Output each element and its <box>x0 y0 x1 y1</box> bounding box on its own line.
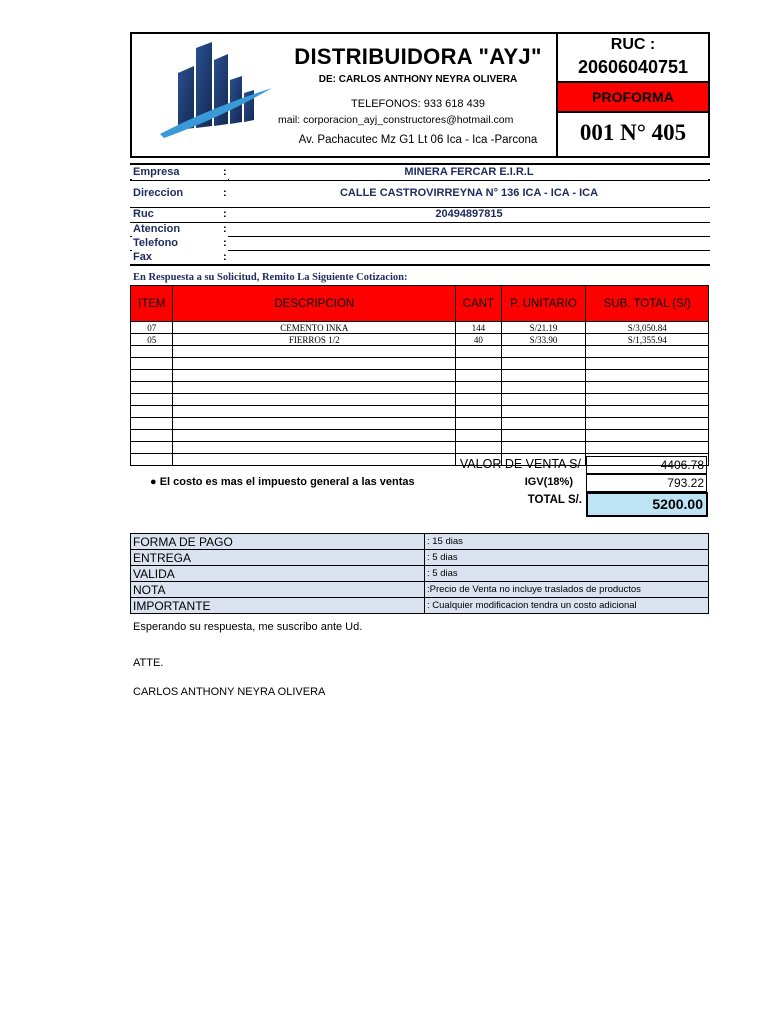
client-address: CALLE CASTROVIRREYNA N° 136 ICA - ICA - ICA <box>339 187 599 199</box>
cell-sub-total <box>586 382 709 394</box>
ruc-number: 20606040751 <box>577 57 689 77</box>
cell-descripcion: CEMENTO INKA <box>173 322 456 334</box>
cell-descripcion <box>173 418 456 430</box>
closing-atte: ATTE. <box>133 657 164 669</box>
cell-sub-total <box>586 370 709 382</box>
client-row-telefono <box>130 237 710 250</box>
cell-sub-total: S/3,050.84 <box>586 322 709 334</box>
client-row-atencion <box>130 223 710 236</box>
cell-cant <box>456 406 502 418</box>
cell-item <box>131 358 173 370</box>
col-header-sub-total: SUB. TOTAL (S/) <box>586 286 709 322</box>
intro-text: En Respuesta a su Solicitud, Remito La Siguiente Cotizacion: <box>133 272 408 283</box>
terms-label: FORMA DE PAGO <box>131 534 425 550</box>
terms-label: VALIDA <box>131 566 425 582</box>
ruc-label: RUC : <box>610 36 656 53</box>
client-label: Fax <box>133 251 152 263</box>
cell-sub-total <box>586 394 709 406</box>
client-colon: : <box>223 237 227 249</box>
cell-item <box>131 418 173 430</box>
total-value: 5200.00 <box>586 492 708 517</box>
cell-item <box>131 370 173 382</box>
cell-sub-total: S/1,355.94 <box>586 334 709 346</box>
client-row-ruc <box>130 208 710 222</box>
terms-row <box>131 534 709 550</box>
client-company: MINERA FERCAR E.I.R.L <box>404 166 534 178</box>
col-header-p-unitario: P. UNITARIO <box>501 286 586 322</box>
cell-cant: 144 <box>456 322 502 334</box>
client-colon: : <box>223 208 227 220</box>
cell-descripcion <box>173 358 456 370</box>
cell-descripcion <box>173 454 456 466</box>
cell-sub-total <box>586 406 709 418</box>
terms-value: : 5 dias <box>425 550 709 566</box>
tax-note: ● El costo es mas el impuesto general a las ventas <box>150 476 415 488</box>
total-label: TOTAL S/. <box>527 494 582 506</box>
cell-sub-total <box>586 346 709 358</box>
cell-descripcion <box>173 394 456 406</box>
table-row <box>131 334 709 346</box>
cell-cant <box>456 358 502 370</box>
cell-cant <box>456 346 502 358</box>
cell-cant <box>456 394 502 406</box>
cell-descripcion <box>173 382 456 394</box>
cell-cant <box>456 418 502 430</box>
terms-row <box>131 566 709 582</box>
valor-venta-label: VALOR DE VENTA S/ <box>459 457 581 471</box>
igv-label: IGV(18%) <box>524 476 573 488</box>
table-row-empty <box>131 382 709 394</box>
cell-item: 07 <box>131 322 173 334</box>
cell-descripcion <box>173 430 456 442</box>
address-line: Av. Pachacutec Mz G1 Lt 06 Ica - Ica -Parcona <box>298 134 538 146</box>
terms-label: NOTA <box>131 582 425 598</box>
cell-item: 05 <box>131 334 173 346</box>
doc-number: 001 N° 405 <box>579 120 687 145</box>
client-label: Telefono <box>133 237 179 249</box>
cell-descripcion: FIERROS 1/2 <box>173 334 456 346</box>
cell-item <box>131 394 173 406</box>
terms-value: : 5 dias <box>425 566 709 582</box>
client-ruc: 20494897815 <box>435 208 503 220</box>
client-row-fax <box>130 251 710 264</box>
terms-label: IMPORTANTE <box>131 598 425 614</box>
cell-p-unitario <box>501 370 586 382</box>
cell-item <box>131 430 173 442</box>
building-logo-icon <box>150 38 280 143</box>
client-row-direccion <box>130 181 710 207</box>
terms-label: ENTREGA <box>131 550 425 566</box>
closing-line: Esperando su respuesta, me suscribo ante Ud. <box>133 621 363 633</box>
table-row-empty <box>131 346 709 358</box>
client-colon: : <box>223 223 227 235</box>
cell-p-unitario <box>501 358 586 370</box>
cell-p-unitario: S/21.19 <box>501 322 586 334</box>
igv-value: 793.22 <box>586 474 707 492</box>
cell-cant <box>456 442 502 454</box>
cell-descripcion <box>173 406 456 418</box>
email-line: mail: corporacion_ayj_constructores@hotmail.com <box>278 114 514 126</box>
table-row <box>131 322 709 334</box>
table-row-empty <box>131 442 709 454</box>
cell-cant: 40 <box>456 334 502 346</box>
terms-row <box>131 582 709 598</box>
phones-line: TELEFONOS: 933 618 439 <box>351 98 485 110</box>
cell-p-unitario <box>501 418 586 430</box>
items-header-row <box>131 286 709 322</box>
cell-p-unitario: S/33.90 <box>501 334 586 346</box>
cell-p-unitario <box>501 394 586 406</box>
items-body <box>131 322 709 466</box>
col-header-cant: CANT <box>456 286 502 322</box>
cell-p-unitario <box>501 442 586 454</box>
cell-item <box>131 382 173 394</box>
cell-sub-total <box>586 418 709 430</box>
terms-value: : 15 dias <box>425 534 709 550</box>
col-header-item: ITEM <box>131 286 173 322</box>
owner-line: DE: CARLOS ANTHONY NEYRA OLIVERA <box>318 74 518 85</box>
client-label: Direccion <box>133 187 184 199</box>
table-row-empty <box>131 358 709 370</box>
cell-cant <box>456 430 502 442</box>
cell-item <box>131 442 173 454</box>
closing-signature: CARLOS ANTHONY NEYRA OLIVERA <box>133 686 326 698</box>
terms-table <box>130 533 709 614</box>
cell-item <box>131 454 173 466</box>
client-row-empresa <box>130 165 710 179</box>
client-colon: : <box>223 166 227 178</box>
table-row-empty <box>131 430 709 442</box>
cell-descripcion <box>173 442 456 454</box>
terms-row <box>131 598 709 614</box>
col-header-descripcion: DESCRIPCION <box>173 286 456 322</box>
cell-p-unitario <box>501 430 586 442</box>
cell-item <box>131 346 173 358</box>
company-title: DISTRIBUIDORA "AYJ" <box>294 44 542 69</box>
items-table <box>130 285 709 466</box>
valor-venta-value: 4406.78 <box>586 456 707 474</box>
client-label: Ruc <box>133 208 154 220</box>
cell-p-unitario <box>501 382 586 394</box>
cell-descripcion <box>173 346 456 358</box>
client-colon: : <box>223 251 227 263</box>
client-label: Atencion <box>133 223 181 235</box>
terms-value: : Cualquier modificacion tendra un costo adicional <box>425 598 709 614</box>
cell-descripcion <box>173 370 456 382</box>
cell-item <box>131 406 173 418</box>
table-row-empty <box>131 370 709 382</box>
cell-sub-total <box>586 442 709 454</box>
cell-sub-total <box>586 358 709 370</box>
cell-p-unitario <box>501 406 586 418</box>
table-row-empty <box>131 406 709 418</box>
table-row-empty <box>131 418 709 430</box>
terms-value: :Precio de Venta no incluye traslados de productos <box>425 582 709 598</box>
table-row-empty <box>131 394 709 406</box>
cell-cant <box>456 382 502 394</box>
terms-row <box>131 550 709 566</box>
cell-cant <box>456 370 502 382</box>
cell-p-unitario <box>501 346 586 358</box>
client-colon: : <box>223 187 227 199</box>
client-label: Empresa <box>133 166 180 178</box>
doc-type-badge: PROFORMA <box>558 81 708 113</box>
cell-sub-total <box>586 430 709 442</box>
